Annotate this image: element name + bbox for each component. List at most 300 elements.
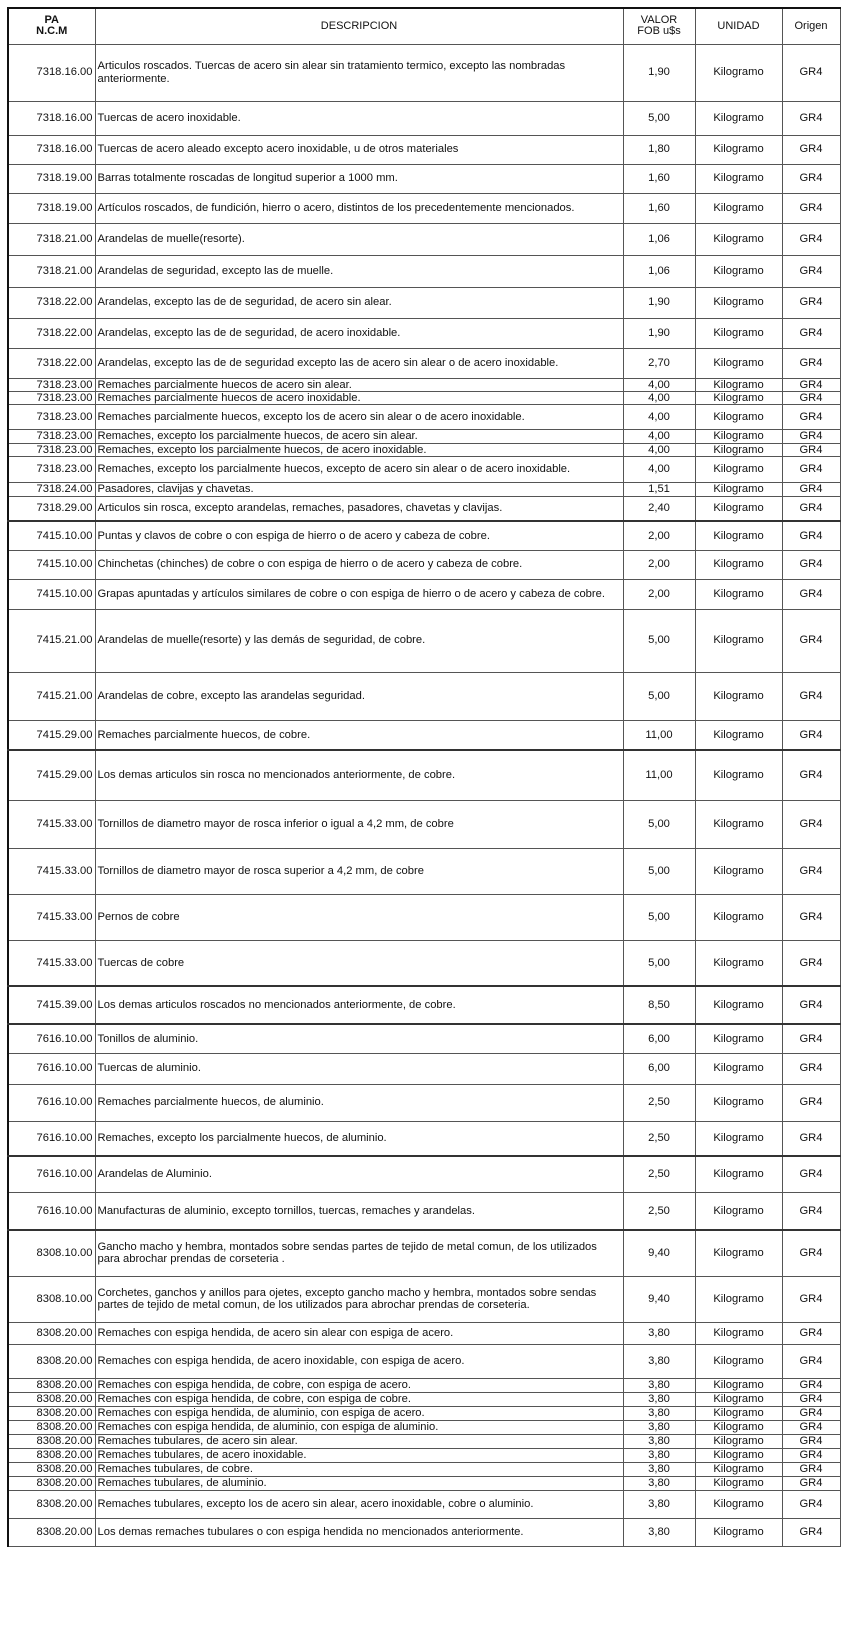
table-row (8, 800, 840, 848)
table-row (8, 672, 840, 720)
origen-cell: GR4 (782, 255, 840, 287)
ncm-code-cell: 8308.20.00 (8, 1434, 95, 1448)
ncm-code-cell: 8308.20.00 (8, 1490, 95, 1518)
description-cell: Remaches tubulares, de acero sin alear. (95, 1434, 623, 1448)
valor-fob-cell: 5,00 (623, 609, 695, 672)
ncm-code-cell: 8308.20.00 (8, 1476, 95, 1490)
unidad-cell: Kilogramo (695, 391, 782, 404)
unidad-cell: Kilogramo (695, 1322, 782, 1344)
table-row (8, 1344, 840, 1378)
table-row (8, 483, 840, 496)
table-row (8, 44, 840, 101)
valor-fob-cell: 2,40 (623, 496, 695, 521)
table-row (8, 1156, 840, 1192)
description-cell: Arandelas, excepto las de de seguridad, de acero inoxidable. (95, 318, 623, 348)
valor-fob-cell: 5,00 (623, 848, 695, 894)
valor-fob-cell: 9,40 (623, 1230, 695, 1276)
valor-fob-cell: 4,00 (623, 443, 695, 456)
description-cell: Arandelas, excepto las de de seguridad, de acero sin alear. (95, 287, 623, 318)
table-row (8, 940, 840, 986)
ncm-code-cell: 7318.22.00 (8, 287, 95, 318)
origen-cell: GR4 (782, 1084, 840, 1121)
table-row (8, 496, 840, 521)
valor-fob-cell: 1,60 (623, 193, 695, 223)
description-cell: Remaches parcialmente huecos, de cobre. (95, 720, 623, 750)
description-cell: Remaches parcialmente huecos, de aluminio. (95, 1084, 623, 1121)
valor-fob-cell: 3,80 (623, 1378, 695, 1392)
unidad-cell: Kilogramo (695, 1476, 782, 1490)
unidad-cell: Kilogramo (695, 164, 782, 193)
ncm-code-cell: 7415.10.00 (8, 521, 95, 550)
header-unidad: UNIDAD (695, 8, 782, 44)
unidad-cell: Kilogramo (695, 1344, 782, 1378)
description-cell: Articulos sin rosca, excepto arandelas, remaches, pasadores, chavetas y clavijas. (95, 496, 623, 521)
valor-fob-cell: 4,00 (623, 457, 695, 483)
unidad-cell: Kilogramo (695, 1156, 782, 1192)
valor-fob-cell: 1,90 (623, 44, 695, 101)
ncm-code-cell: 7318.16.00 (8, 135, 95, 164)
origen-cell: GR4 (782, 348, 840, 378)
description-cell: Remaches con espiga hendida, de acero sin alear con espiga de acero. (95, 1322, 623, 1344)
valor-fob-cell: 1,90 (623, 318, 695, 348)
origen-cell: GR4 (782, 457, 840, 483)
table-row (8, 521, 840, 550)
table-row (8, 1406, 840, 1420)
description-cell: Arandelas de cobre, excepto las arandelas seguridad. (95, 672, 623, 720)
origen-cell: GR4 (782, 443, 840, 456)
ncm-code-cell: 7318.23.00 (8, 443, 95, 456)
description-cell: Tuercas de acero inoxidable. (95, 101, 623, 135)
valor-fob-cell: 11,00 (623, 750, 695, 800)
unidad-cell: Kilogramo (695, 378, 782, 391)
ncm-code-cell: 7318.21.00 (8, 255, 95, 287)
description-cell: Tonillos de aluminio. (95, 1024, 623, 1053)
valor-fob-cell: 4,00 (623, 430, 695, 443)
ncm-code-cell: 7616.10.00 (8, 1192, 95, 1230)
origen-cell: GR4 (782, 521, 840, 550)
description-cell: Grapas apuntadas y artículos similares de cobre o con espiga de hierro o de acero y cabeza de cobre. (95, 579, 623, 609)
unidad-cell: Kilogramo (695, 1378, 782, 1392)
table-row (8, 1448, 840, 1462)
origen-cell: GR4 (782, 1344, 840, 1378)
unidad-cell: Kilogramo (695, 443, 782, 456)
unidad-cell: Kilogramo (695, 609, 782, 672)
ncm-code-cell: 7318.23.00 (8, 405, 95, 430)
valor-fob-cell: 2,00 (623, 550, 695, 579)
table-row (8, 101, 840, 135)
table-row (8, 986, 840, 1024)
unidad-cell: Kilogramo (695, 800, 782, 848)
unidad-cell: Kilogramo (695, 720, 782, 750)
origen-cell: GR4 (782, 223, 840, 255)
unidad-cell: Kilogramo (695, 193, 782, 223)
ncm-code-cell: 7616.10.00 (8, 1084, 95, 1121)
origen-cell: GR4 (782, 1230, 840, 1276)
valor-fob-cell: 5,00 (623, 800, 695, 848)
description-cell: Artículos roscados, de fundición, hierro o acero, distintos de los precedentemente mencionados. (95, 193, 623, 223)
ncm-code-cell: 7415.10.00 (8, 550, 95, 579)
ncm-code-cell: 8308.20.00 (8, 1420, 95, 1434)
description-cell: Remaches, excepto los parcialmente huecos, de acero sin alear. (95, 430, 623, 443)
table-row (8, 1462, 840, 1476)
unidad-cell: Kilogramo (695, 521, 782, 550)
table-row (8, 1121, 840, 1156)
ncm-code-cell: 8308.20.00 (8, 1462, 95, 1476)
origen-cell: GR4 (782, 800, 840, 848)
table-row (8, 430, 840, 443)
origen-cell: GR4 (782, 405, 840, 430)
unidad-cell: Kilogramo (695, 405, 782, 430)
ncm-code-cell: 8308.10.00 (8, 1276, 95, 1322)
valor-fob-cell: 3,80 (623, 1322, 695, 1344)
table-row (8, 1084, 840, 1121)
valor-fob-cell: 5,00 (623, 101, 695, 135)
unidad-cell: Kilogramo (695, 1392, 782, 1406)
description-cell: Remaches, excepto los parcialmente huecos, excepto de acero sin alear o de acero inoxidable. (95, 457, 623, 483)
description-cell: Remaches parcialmente huecos de acero sin alear. (95, 378, 623, 391)
ncm-code-cell: 7318.29.00 (8, 496, 95, 521)
description-cell: Remaches tubulares, de cobre. (95, 1462, 623, 1476)
header-pa-ncm (8, 8, 95, 44)
unidad-cell: Kilogramo (695, 223, 782, 255)
ncm-code-cell: 7318.23.00 (8, 391, 95, 404)
origen-cell: GR4 (782, 609, 840, 672)
valor-fob-cell: 11,00 (623, 720, 695, 750)
table-row (8, 1024, 840, 1053)
table-row (8, 348, 840, 378)
table-row (8, 223, 840, 255)
valor-fob-cell: 5,00 (623, 940, 695, 986)
origen-cell: GR4 (782, 986, 840, 1024)
unidad-cell: Kilogramo (695, 672, 782, 720)
description-cell: Arandelas de muelle(resorte). (95, 223, 623, 255)
unidad-cell: Kilogramo (695, 255, 782, 287)
description-cell: Remaches con espiga hendida, de cobre, con espiga de acero. (95, 1378, 623, 1392)
description-cell: Tornillos de diametro mayor de rosca superior a 4,2 mm, de cobre (95, 848, 623, 894)
origen-cell: GR4 (782, 1322, 840, 1344)
origen-cell: GR4 (782, 1490, 840, 1518)
valor-fob-cell: 1,80 (623, 135, 695, 164)
description-cell: Los demas articulos sin rosca no mencionados anteriormente, de cobre. (95, 750, 623, 800)
description-cell: Pasadores, clavijas y chavetas. (95, 483, 623, 496)
ncm-code-cell: 7616.10.00 (8, 1121, 95, 1156)
table-row (8, 287, 840, 318)
header-origen: Origen (782, 8, 840, 44)
origen-cell: GR4 (782, 1518, 840, 1546)
origen-cell: GR4 (782, 1276, 840, 1322)
origen-cell: GR4 (782, 318, 840, 348)
table-row (8, 1053, 840, 1084)
ncm-code-cell: 7318.23.00 (8, 430, 95, 443)
origen-cell: GR4 (782, 672, 840, 720)
ncm-code-cell: 8308.10.00 (8, 1230, 95, 1276)
valor-fob-cell: 8,50 (623, 986, 695, 1024)
unidad-cell: Kilogramo (695, 1276, 782, 1322)
description-cell: Arandelas de muelle(resorte) y las demás de seguridad, de cobre. (95, 609, 623, 672)
unidad-cell: Kilogramo (695, 1434, 782, 1448)
unidad-cell: Kilogramo (695, 1024, 782, 1053)
valor-fob-cell: 2,50 (623, 1156, 695, 1192)
ncm-code-cell: 7415.33.00 (8, 848, 95, 894)
ncm-code-cell: 7415.10.00 (8, 579, 95, 609)
description-cell: Remaches parcialmente huecos, excepto los de acero sin alear o de acero inoxidable. (95, 405, 623, 430)
description-cell: Remaches con espiga hendida, de acero inoxidable, con espiga de acero. (95, 1344, 623, 1378)
unidad-cell: Kilogramo (695, 1121, 782, 1156)
unidad-cell: Kilogramo (695, 287, 782, 318)
origen-cell: GR4 (782, 1476, 840, 1490)
table-row (8, 135, 840, 164)
valor-fob-cell: 3,80 (623, 1518, 695, 1546)
origen-cell: GR4 (782, 378, 840, 391)
ncm-code-cell: 8308.20.00 (8, 1392, 95, 1406)
header-pa-line1: PA (44, 13, 59, 26)
valor-fob-cell: 2,00 (623, 521, 695, 550)
ncm-code-cell: 7415.21.00 (8, 672, 95, 720)
valor-fob-cell: 1,51 (623, 483, 695, 496)
table-row (8, 1276, 840, 1322)
unidad-cell: Kilogramo (695, 848, 782, 894)
table-row (8, 1518, 840, 1546)
table-row (8, 1420, 840, 1434)
table-row (8, 609, 840, 672)
ncm-code-cell: 7415.33.00 (8, 940, 95, 986)
table-row (8, 1490, 840, 1518)
description-cell: Remaches con espiga hendida, de aluminio, con espiga de aluminio. (95, 1420, 623, 1434)
ncm-code-cell: 7415.33.00 (8, 894, 95, 940)
table-row (8, 164, 840, 193)
origen-cell: GR4 (782, 44, 840, 101)
description-cell: Tuercas de acero aleado excepto acero inoxidable, u de otros materiales (95, 135, 623, 164)
table-row (8, 1476, 840, 1490)
valor-fob-cell: 6,00 (623, 1053, 695, 1084)
unidad-cell: Kilogramo (695, 348, 782, 378)
valor-fob-cell: 5,00 (623, 672, 695, 720)
valor-fob-cell: 9,40 (623, 1276, 695, 1322)
table-row (8, 193, 840, 223)
unidad-cell: Kilogramo (695, 457, 782, 483)
valor-fob-cell: 3,80 (623, 1490, 695, 1518)
ncm-code-cell: 7616.10.00 (8, 1156, 95, 1192)
description-cell: Arandelas de seguridad, excepto las de muelle. (95, 255, 623, 287)
valor-fob-cell: 2,50 (623, 1084, 695, 1121)
origen-cell: GR4 (782, 848, 840, 894)
origen-cell: GR4 (782, 550, 840, 579)
ncm-code-cell: 7616.10.00 (8, 1024, 95, 1053)
ncm-code-cell: 7318.22.00 (8, 318, 95, 348)
origen-cell: GR4 (782, 483, 840, 496)
origen-cell: GR4 (782, 430, 840, 443)
valor-fob-cell: 3,80 (623, 1462, 695, 1476)
ncm-code-cell: 8308.20.00 (8, 1322, 95, 1344)
origen-cell: GR4 (782, 894, 840, 940)
table-row (8, 894, 840, 940)
table-row (8, 255, 840, 287)
origen-cell: GR4 (782, 1156, 840, 1192)
unidad-cell: Kilogramo (695, 894, 782, 940)
valor-fob-cell: 1,06 (623, 255, 695, 287)
unidad-cell: Kilogramo (695, 1192, 782, 1230)
valor-fob-cell: 3,80 (623, 1344, 695, 1378)
header-valor-line1: VALOR (640, 13, 678, 26)
table-row (8, 1230, 840, 1276)
ncm-code-cell: 7318.24.00 (8, 483, 95, 496)
table-row (8, 750, 840, 800)
ncm-code-cell: 7415.39.00 (8, 986, 95, 1024)
table-row (8, 1192, 840, 1230)
valor-fob-cell: 2,00 (623, 579, 695, 609)
description-cell: Barras totalmente roscadas de longitud superior a 1000 mm. (95, 164, 623, 193)
unidad-cell: Kilogramo (695, 986, 782, 1024)
header-descripcion: DESCRIPCION (95, 8, 623, 44)
table-row (8, 848, 840, 894)
unidad-cell: Kilogramo (695, 1518, 782, 1546)
origen-cell: GR4 (782, 1053, 840, 1084)
ncm-code-cell: 7318.23.00 (8, 378, 95, 391)
description-cell: Remaches con espiga hendida, de cobre, con espiga de cobre. (95, 1392, 623, 1406)
ncm-code-cell: 7318.22.00 (8, 348, 95, 378)
valor-fob-cell: 3,80 (623, 1448, 695, 1462)
unidad-cell: Kilogramo (695, 1490, 782, 1518)
description-cell: Remaches tubulares, excepto los de acero sin alear, acero inoxidable, cobre o aluminio. (95, 1490, 623, 1518)
ncm-code-cell: 7616.10.00 (8, 1053, 95, 1084)
ncm-code-cell: 7415.29.00 (8, 720, 95, 750)
origen-cell: GR4 (782, 496, 840, 521)
unidad-cell: Kilogramo (695, 1448, 782, 1462)
table-row (8, 1378, 840, 1392)
valor-fob-cell: 1,06 (623, 223, 695, 255)
table-row (8, 720, 840, 750)
ncm-code-cell: 8308.20.00 (8, 1518, 95, 1546)
description-cell: Los demas remaches tubulares o con espiga hendida no mencionados anteriormente. (95, 1518, 623, 1546)
origen-cell: GR4 (782, 579, 840, 609)
origen-cell: GR4 (782, 1462, 840, 1476)
description-cell: Tuercas de cobre (95, 940, 623, 986)
ncm-code-cell: 7415.29.00 (8, 750, 95, 800)
description-cell: Corchetes, ganchos y anillos para ojetes, excepto gancho macho y hembra, montados sobre sendas partes de tejido de metal comun, de los utilizados para abrochar prendas de corseteria. (95, 1276, 623, 1322)
ncm-code-cell: 8308.20.00 (8, 1344, 95, 1378)
table-row (8, 1434, 840, 1448)
ncm-code-cell: 7318.23.00 (8, 457, 95, 483)
description-cell: Gancho macho y hembra, montados sobre sendas partes de tejido de metal comun, de los utilizados para abrochar prendas de corseteria . (95, 1230, 623, 1276)
valor-fob-cell: 2,50 (623, 1121, 695, 1156)
description-cell: Chinchetas (chinches) de cobre o con espiga de hierro o de acero y cabeza de cobre. (95, 550, 623, 579)
description-cell: Arandelas, excepto las de de seguridad excepto las de acero sin alear o de acero inoxidable. (95, 348, 623, 378)
ncm-code-cell: 7318.21.00 (8, 223, 95, 255)
valor-fob-cell: 4,00 (623, 405, 695, 430)
unidad-cell: Kilogramo (695, 101, 782, 135)
origen-cell: GR4 (782, 1448, 840, 1462)
ncm-code-cell: 7415.33.00 (8, 800, 95, 848)
valor-fob-cell: 3,80 (623, 1406, 695, 1420)
unidad-cell: Kilogramo (695, 135, 782, 164)
ncm-code-cell: 7318.19.00 (8, 164, 95, 193)
description-cell: Remaches parcialmente huecos de acero inoxidable. (95, 391, 623, 404)
header-row (8, 8, 840, 44)
description-cell: Pernos de cobre (95, 894, 623, 940)
origen-cell: GR4 (782, 1392, 840, 1406)
description-cell: Arandelas de Aluminio. (95, 1156, 623, 1192)
valor-fob-cell: 3,80 (623, 1420, 695, 1434)
table-row (8, 443, 840, 456)
description-cell: Remaches tubulares, de aluminio. (95, 1476, 623, 1490)
valor-fob-cell: 3,80 (623, 1392, 695, 1406)
origen-cell: GR4 (782, 1420, 840, 1434)
table-row (8, 405, 840, 430)
description-cell: Tuercas de aluminio. (95, 1053, 623, 1084)
header-ncm-line2: N.C.M (36, 25, 68, 38)
unidad-cell: Kilogramo (695, 1406, 782, 1420)
table-row (8, 1392, 840, 1406)
table-row (8, 457, 840, 483)
origen-cell: GR4 (782, 1192, 840, 1230)
ncm-code-cell: 8308.20.00 (8, 1378, 95, 1392)
unidad-cell: Kilogramo (695, 550, 782, 579)
origen-cell: GR4 (782, 1024, 840, 1053)
origen-cell: GR4 (782, 750, 840, 800)
origen-cell: GR4 (782, 193, 840, 223)
valor-fob-cell: 3,80 (623, 1476, 695, 1490)
description-cell: Remaches tubulares, de acero inoxidable. (95, 1448, 623, 1462)
origen-cell: GR4 (782, 135, 840, 164)
ncm-code-cell: 7318.19.00 (8, 193, 95, 223)
table-body (8, 44, 840, 1546)
unidad-cell: Kilogramo (695, 750, 782, 800)
valor-fob-cell: 1,90 (623, 287, 695, 318)
description-cell: Manufacturas de aluminio, excepto tornillos, tuercas, remaches y arandelas. (95, 1192, 623, 1230)
origen-cell: GR4 (782, 940, 840, 986)
origen-cell: GR4 (782, 1121, 840, 1156)
origen-cell: GR4 (782, 101, 840, 135)
table-row (8, 1322, 840, 1344)
header-valor-line2: FOB u$s (637, 25, 681, 38)
unidad-cell: Kilogramo (695, 579, 782, 609)
table-row (8, 318, 840, 348)
origen-cell: GR4 (782, 287, 840, 318)
ncm-code-cell: 7415.21.00 (8, 609, 95, 672)
unidad-cell: Kilogramo (695, 940, 782, 986)
valor-fob-cell: 6,00 (623, 1024, 695, 1053)
unidad-cell: Kilogramo (695, 1462, 782, 1476)
valor-fob-cell: 5,00 (623, 894, 695, 940)
origen-cell: GR4 (782, 1406, 840, 1420)
unidad-cell: Kilogramo (695, 318, 782, 348)
unidad-cell: Kilogramo (695, 44, 782, 101)
header-valor (623, 8, 695, 44)
valor-fob-cell: 2,50 (623, 1192, 695, 1230)
valor-fob-cell: 4,00 (623, 391, 695, 404)
description-cell: Remaches con espiga hendida, de aluminio, con espiga de acero. (95, 1406, 623, 1420)
ncm-code-cell: 7318.16.00 (8, 101, 95, 135)
valor-fob-cell: 2,70 (623, 348, 695, 378)
origen-cell: GR4 (782, 1378, 840, 1392)
table-row (8, 550, 840, 579)
origen-cell: GR4 (782, 391, 840, 404)
ncm-code-cell: 8308.20.00 (8, 1406, 95, 1420)
description-cell: Remaches, excepto los parcialmente huecos, de acero inoxidable. (95, 443, 623, 456)
tariff-table (7, 7, 841, 1547)
table-row (8, 378, 840, 391)
valor-fob-cell: 1,60 (623, 164, 695, 193)
ncm-code-cell: 8308.20.00 (8, 1448, 95, 1462)
ncm-code-cell: 7318.16.00 (8, 44, 95, 101)
unidad-cell: Kilogramo (695, 1230, 782, 1276)
origen-cell: GR4 (782, 1434, 840, 1448)
unidad-cell: Kilogramo (695, 1084, 782, 1121)
description-cell: Remaches, excepto los parcialmente huecos, de aluminio. (95, 1121, 623, 1156)
table-row (8, 391, 840, 404)
description-cell: Tornillos de diametro mayor de rosca inferior o igual a 4,2 mm, de cobre (95, 800, 623, 848)
table-row (8, 579, 840, 609)
